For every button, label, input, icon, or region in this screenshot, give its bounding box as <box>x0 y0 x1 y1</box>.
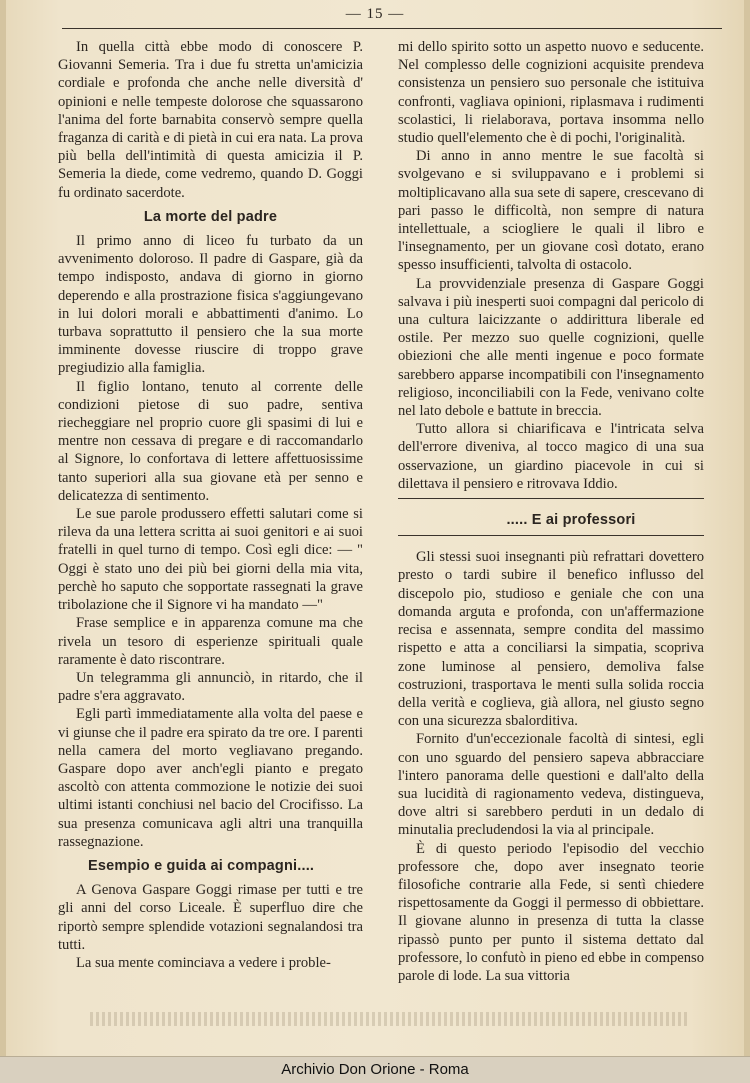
paragraph: Egli partì immediatamente alla volta del paese e vi giunse che il padre era spirato da tre ore. I parenti nella camera del morto vegliavano pregando. Gaspare dopo aver anch'egli pianto e pregato ascoltò con attenta commozione le notizie dei suoi ultimi istanti conchiusi nel bacio del Crocifisso. La sua presenza comunicava agli altri una tranquilla rassegnazione. <box>58 706 363 850</box>
paragraph: La sua mente cominciava a vedere i proble- <box>76 954 331 971</box>
page-number: — 15 — <box>345 6 405 22</box>
paragraph: La provvidenziale presenza di Gaspare Goggi salvava i più inesperti suoi compagni dal pericolo di una cultura laicizzante o addirittura liberale ed ostile. Per mezzo suo quelle cognizioni, quelle obiezioni che alle menti ingenue e poco formate sarebbero apparse incompatibili con l'insegnamento religioso, inconciliabili con la Fede, venivano colte nel lato debole e battute in breccia. <box>398 275 704 420</box>
section-heading: Esempio e guida ai compagni.... <box>88 857 315 874</box>
paragraph: Gli stessi suoi insegnanti più refrattari dovettero presto o tardi subire il benefico influsso del discepolo pio, studioso e geniale che con una domanda arguta e profonda, con un'affermazione recisa e assennata, sempre condita del massimo rispetto e atta a conciliarsi la simpatia, scopriva zone luminose al pensiero, demoliva false costruzioni, trasportava le menti sulla solida roccia della verità e coglieva, già allora, nel giusto segno con una sicurezza sbalorditiva. <box>398 549 704 730</box>
section-heading: ..... E ai professori <box>506 512 636 529</box>
page-edge-right <box>744 0 750 1056</box>
paragraph: Frase semplice e in apparenza comune ma che rivela un tesoro di esperienze spirituali quale raramente è dato riscontrare. <box>58 615 363 668</box>
section-heading: La morte del padre <box>143 208 278 225</box>
paragraph: Il primo anno di liceo fu turbato da un avvenimento doloroso. Il padre di Gaspare, già da tempo indisposto, andava di giorno in giorno deperendo e alla prostrazione fisica s'aggiungevano in lui dolori morali e abbattimenti d'animo. Lo turbava soprattutto il pensiero che la sua morte imminente dovesse riuscire di troppo grave pregiudizio alla famiglia. <box>58 233 363 377</box>
paragraph: Fornito d'un'eccezionale facoltà di sintesi, egli con uno sguardo del pensiero sapeva abbracciare l'intero panorama delle questioni e dall'alto della sua lucidità di ragionamento vedeva, distingueva, dove altri si sarebbero perduti in un dedalo di minutalia precludendosi la via al principale. <box>398 731 704 839</box>
paragraph: È di questo periodo l'episodio del vecchio professore che, dopo aver insegnato teorie filosofiche contrarie alla Fede, si sentì chiedere rispettosamente da Goggi il permesso di obbiettare. Il giovane alunno in presenza di tutta la classe ripassò punto per punto il sistema dettato dal professore, lo confutò in pieno ed ebbe in compenso parole di lode. La sua vittoria <box>398 840 704 984</box>
paragraph: Tutto allora si chiarificava e l'intricata selva dell'errore diveniva, al tocco magico di una sua osservazione, un giardino piacevole in cui si dilettava il pensiero e ritrovava Iddio. <box>398 421 704 492</box>
section-divider <box>398 535 704 536</box>
section-divider <box>398 498 704 499</box>
paragraph: Un telegramma gli annunciò, in ritardo, che il padre s'era aggravato. <box>58 669 363 705</box>
paragraph: Il figlio lontano, tenuto al corrente delle condizioni pietose di suo padre, sentiva riecheggiare nel proprio cuore gli spasimi di lui e mentre non cessava di pregare e di raccomandarlo al Signore, lo confortava di lettere affettuosissime tanto superiori alla sua giovane età per senno e delicatezza di sentimento. <box>58 378 363 504</box>
right-column <box>398 38 704 985</box>
bleed-through-text <box>90 1012 690 1026</box>
paragraph: Di anno in anno mentre le sue facoltà si svolgevano e si sviluppavano e i problemi si moltiplicavano alla sua sete di sapere, crescevano di pari passo le difficoltà, non sempre di natura intellettuale, a sciogliere le quali il libro e l'insegnamento, per un giovane così dotato, erano spesso insufficienti, talvolta di ostacolo. <box>398 148 704 274</box>
archive-label: Archivio Don Orione - Roma <box>281 1061 469 1078</box>
header-rule <box>62 28 722 29</box>
left-column <box>58 38 363 972</box>
paragraph: Le sue parole produssero effetti salutari come si rileva da una lettera scritta ai suoi genitori e ai suoi fratelli in quel turno di tempo. Così egli dice: — " Oggi è stato uno dei più bei giorni della mia vita, perchè ho saputo che sopportate rassegnati la grave tribolazione che il Signore vi ha mandato —" <box>58 506 363 614</box>
paragraph: mi dello spirito sotto un aspetto nuovo e seducente. Nel complesso delle cognizioni acquisite prendeva consistenza un pensiero suo personale che istituiva confronti, vagliava opinioni, riplasmava i rudimenti scolastici, li rielaborava, portava insomma nello studio quell'elemento che è di pochi, l'originalità. <box>398 39 704 147</box>
paragraph: In quella città ebbe modo di conoscere P. Giovanni Semeria. Tra i due fu stretta un'amicizia cordiale e profonda che anche nelle diversità d' opinioni e nelle tempeste dolorose che squassarono l'anima del forte barnabita conservò sempre quella fraganza di carità e di pietà in cui era nata. La prova più bella dell'intimità di questa amicizia il P. Semeria la diede, come vedremo, quando D. Goggi fu ordinato sacerdote. <box>58 39 363 201</box>
page-edge-left <box>0 0 6 1056</box>
paragraph: A Genova Gaspare Goggi rimase per tutti e tre gli anni del corso Liceale. È superfluo dire che riportò sempre splendide votazioni segnalandosi tra tutti. <box>58 882 363 953</box>
